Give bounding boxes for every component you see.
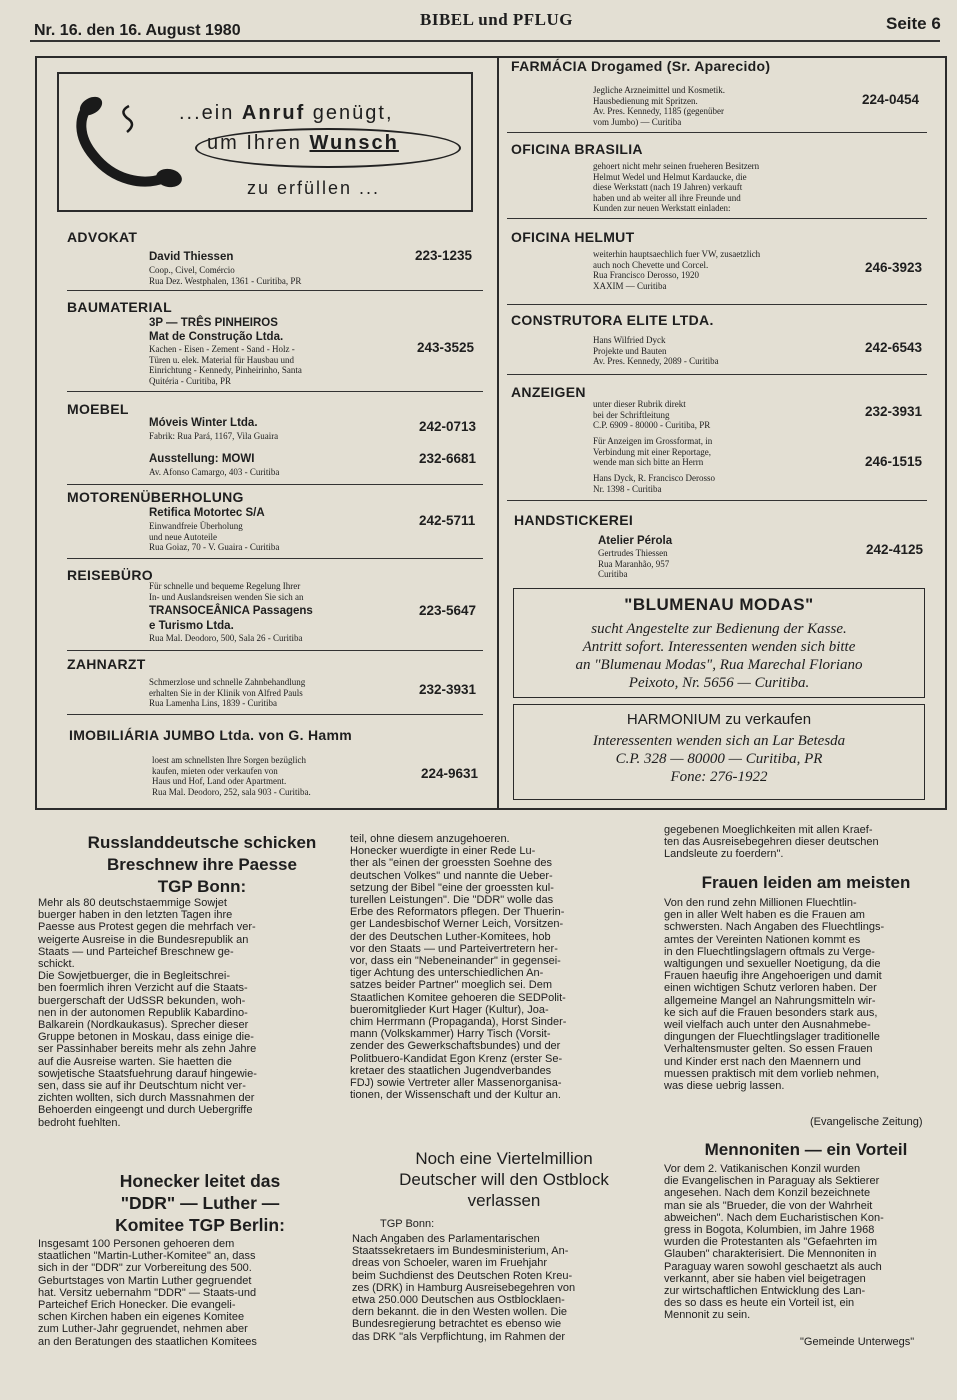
entry-name: Atelier Pérola <box>598 535 673 547</box>
section-divider <box>507 374 927 375</box>
article-source: "Gemeinde Unterwegs" <box>800 1336 915 1348</box>
ad-line: an "Blumenau Modas", Rua Marechal Floriano <box>575 657 863 673</box>
category-farmacia: FARMÁCIA Drogamed (Sr. Aparecido) <box>511 58 771 74</box>
call-box-line-3: zu erfüllen ... <box>247 178 381 198</box>
ad-title: "BLUMENAU MODAS" <box>624 595 814 614</box>
newspaper-title: BIBEL und PFLUG <box>420 10 574 29</box>
article-title-frauen: Frauen leiden am meisten <box>701 873 911 892</box>
section-divider <box>67 484 483 485</box>
call-box <box>57 72 473 212</box>
article-title-viertelmillion: Noch eine Viertelmillion Deutscher will den Ostblock verlassen <box>399 1149 609 1210</box>
entry-text: Hans Dyck, R. Francisco Derosso Nr. 1398 - Curitiba <box>593 473 715 494</box>
category-motoren: MOTORENÜBERHOLUNG <box>67 489 244 505</box>
phone-number: 224-0454 <box>862 92 920 107</box>
article-source: (Evangelische Zeitung) <box>810 1116 923 1128</box>
phone-number: 223-5647 <box>419 603 477 618</box>
ad-line: Peixoto, Nr. 5656 — Curitiba. <box>628 675 810 691</box>
phone-number: 243-3525 <box>417 340 475 355</box>
entry-text: Für Anzeigen im Grossformat, in Verbindung mit einer Reportage, wende man sich bitte an Herrn <box>593 436 713 468</box>
category-handstickerei: HANDSTICKEREI <box>514 512 634 528</box>
entry-text: Einwandfreie Überholung und neue Autoteile Rua Goiaz, 70 - V. Guaira - Curitiba <box>149 521 280 553</box>
entry-text: Hans Wilfried Dyck Projekte und Bauten Av. Pres. Kennedy, 2089 - Curitiba <box>593 335 719 367</box>
article-body-cont: gegebenen Moeglichkeiten mit allen Kraef- ten das Ausreisebegehren dieser deutschen Landsleute zu foerdern". <box>664 824 879 861</box>
ad-line: C.P. 328 — 80000 — Curitiba, PR <box>615 751 823 767</box>
phone-number: 224-9631 <box>421 766 479 781</box>
entry-name: Ausstellung: MOWI <box>149 453 255 465</box>
phone-number: 246-1515 <box>865 454 923 469</box>
entry-text: Kachen - Eisen - Zement - Sand - Holz - Türen u. elek. Material für Hausbau und Einrichtung - Kennedy, Pinheirinho, Santa Quitéria - Curitiba, PR <box>149 344 302 386</box>
entry-name: e Turismo Ltda. <box>149 620 234 632</box>
entry-name: 3P — TRÊS PINHEIROS <box>149 317 278 329</box>
issue-date: Nr. 16. den 16. August 1980 <box>34 22 241 39</box>
phone-number: 242-6543 <box>865 340 923 355</box>
section-divider <box>67 650 483 651</box>
section-divider <box>507 500 927 501</box>
article-body-honecker-cont: teil, ohne diesem anzugehoeren. Honecker wuerdigte in einer Rede Lu- ther als "einen der groessten Soehne des deutschen Volkes" und nannte die Ueber- setzung der Bibel "eine der groessten kul- turellen Leistungen". Die "DDR" wolle das Erbe des Reformators pflegen. Der Thuerin- ger Landesbischof Werner Leich, Vorsitzen- der des Deutschen Luther-Komitees, hob vor den Staats — und Parteivertretern her- vor, dass ein "Nebeneinander" in gegensei- tiger Achtung des unterschiedlichen An- satzes beider Partner" moeglich sei. Dem Staatlichen Komitee gehoeren die SEDPolit- bueromitglieder Kurt Hager (Kultur), Joa- chim Herrmann (Propaganda), Horst Sinder- mann (Volkskammer) Harry Tisch (Vorsit- zender des Gewerkschaftsbundes) und der Politbuero-Kandidat Egon Krenz (erster Se- kretaer des staatlichen Jugendverbandes FDJ) sowie Vertreter aller Massenorganisa- tionen, der Wissenschaft und der Kultur an. <box>350 833 567 1102</box>
category-zahnarzt: ZAHNARZT <box>67 656 146 672</box>
category-imobiliaria: IMOBILIÁRIA JUMBO Ltda. von G. Hamm <box>69 727 352 743</box>
ad-line: Antritt sofort. Interessenten wenden sich bitte <box>582 639 856 655</box>
column-divider <box>497 58 499 808</box>
entry-text: Av. Afonso Camargo, 403 - Curitiba <box>149 467 280 477</box>
section-divider <box>67 290 483 291</box>
ad-line: Fone: 276-1922 <box>670 769 768 785</box>
page-number: Seite 6 <box>886 14 941 33</box>
phone-number: 232-3931 <box>865 404 923 419</box>
category-oficina-brasilia: OFICINA BRASILIA <box>511 141 643 157</box>
section-divider <box>507 304 927 305</box>
ad-title: HARMONIUM zu verkaufen <box>626 711 812 728</box>
phone-number: 242-5711 <box>419 513 476 528</box>
call-box-line-2: um Ihren Wunsch <box>207 132 399 154</box>
entry-text: unter dieser Rubrik direkt bei der Schriftleitung C.P. 6909 - 80000 - Curitiba, PR <box>593 399 711 431</box>
section-divider <box>67 558 483 559</box>
entry-text: Rua Mal. Deodoro, 500, Sala 26 - Curitiba <box>149 633 303 643</box>
entry-text: loest am schnellsten Ihre Sorgen bezüglich kaufen, mieten oder verkaufen von Haus und Hof, Land oder Apartment. Rua Mal. Deodoro, 252, sala 903 - Curitiba. <box>152 755 311 797</box>
entry-text: Gertrudes Thiessen Rua Maranhão, 957 Curitiba <box>598 548 670 580</box>
section-divider <box>67 391 483 392</box>
harmonium-ad <box>513 704 925 800</box>
ad-line: sucht Angestelte zur Bedienung der Kasse. <box>591 621 847 637</box>
article-body-honecker: Insgesamt 100 Personen gehoeren dem staatlichen "Martin-Luther-Komitee" an, dass sich in der "DDR" zur Vorbereitung des 500. Geburtstages von Martin Luther gegruendet hat. Versitz uebernahm "DDR" — Staats-und Parteichef Erich Honecker. Die evangeli- schen Kirchen haben ein eigenes Komitee zum Luther-Jahr gegruendet, nehmen aber an den Beratungen des staatlichen Komitees <box>38 1238 257 1348</box>
section-divider <box>67 714 483 715</box>
category-oficina-helmut: OFICINA HELMUT <box>511 229 635 245</box>
section-divider <box>507 218 927 219</box>
phone-number: 232-3931 <box>419 682 477 697</box>
entry-text: weiterhin hauptsaechlich fuer VW, zusaetzlich auch noch Chevette und Corcel. Rua Francisco Derosso, 1920 XAXIM — Curitiba <box>593 249 761 291</box>
entry-text: Für schnelle und bequeme Regelung Ihrer In- und Auslandsreisen wenden Sie sich an <box>149 581 304 602</box>
category-construtora: CONSTRUTORA ELITE LTDA. <box>511 312 714 328</box>
entry-name: Mat de Construção Ltda. <box>149 331 284 343</box>
entry-text: Jegliche Arzneimittel und Kosmetik. Hausbedienung mit Spritzen. Av. Pres. Kennedy, 1185 (gegenüber vom Jumbo) — Curitiba <box>593 85 725 127</box>
entry-name: Retifica Motortec S/A <box>149 507 265 519</box>
entry-text: Schmerzlose und schnelle Zahnbehandlung erhalten Sie in der Klinik von Alfred Pauls Rua Lamenha Lins, 1839 - Curitiba <box>149 677 306 709</box>
business-directory <box>35 56 947 810</box>
category-moebel: MOEBEL <box>67 401 129 417</box>
article-body-frauen: Von den rund zehn Millionen Fluechtlin- gen in aller Welt haben es die Frauen am schwersten. Nach Angaben des Fluechtlings- amtes der Vereinten Nationen kommt es in den Fluechtlingslagern oftmals zu Verge- waltigungen und sexueller Noetigung, da die Frauen haeufig ihre Angehoerigen und damit einen wichtigen Schutz verloren haben. Der allgemeine Mangel an Nahrungsmitteln wir- ke sich auf die Frauen besonders stark aus, weil vielfach auch unter den Ausnahmebe- dingungen der Fluechtlingslager traditionelle Verhaltensmuster gelten. So essen Frauen und Kinder erst nach den Maennern und muessen praktisch mit dem vorlieb nehmen, was diese uebrig lassen. <box>664 897 885 1093</box>
article-title-honecker: Honecker leitet das "DDR" — Luther — Komitee TGP Berlin: <box>115 1171 285 1235</box>
phone-number: 242-0713 <box>419 419 477 434</box>
phone-number: 246-3923 <box>865 260 923 275</box>
category-anzeigen: ANZEIGEN <box>511 384 586 400</box>
category-reisebuero: REISEBÜRO <box>67 567 153 583</box>
blumenau-modas-ad <box>513 588 925 698</box>
entry-name: TRANSOCEÂNICA Passagens <box>149 605 313 617</box>
entry-name: David Thiessen <box>149 251 234 263</box>
phone-number: 242-4125 <box>866 542 924 557</box>
article-body-mennoniten: Vor dem 2. Vatikanischen Konzil wurden die Evangelischen in Paraguay als Sektierer angesehen. Nach dem Konzil bezeichnete man sie als "Brueder, die von der Wahrheit abweichen". Nach dem Eucharistischen Kon- gress in Bogota, Kolumbien, im Jahre 1968 wurden die Protestanten als "Gefaehrten im Glauben" charakterisiert. Die Mennoniten in Paraguay waren sowohl geschaetzt als auch verkannt, aber sie haben viel beigetragen zur wirtschaftlichen Entwicklung des Lan- des so dass es heute ein Vorteil ist, ein Mennonit zu sein. <box>664 1163 884 1322</box>
article-body-russland: Mehr als 80 deutschstaemmige Sowjet buerger haben in den letzten Tagen ihre Paesse aus Protest gegen die mehrfach ver- weigerte Ausreise in die Bundesrepublik an Staats — und Parteichef Breschnew ge- schickt. Die Sowjetbuerger, die in Begleitschrei- ben foermlich ihren Verzicht auf die Staats- buergerschaft der UdSSR bekunden, woh- nen in der autonomen Republik Kabardino- Balkarein (Nordkaukasus). Sprecher dieser Gruppe betonen in Moskau, dass einige die- ser Passinhaber bereits mehr als zehn Jahre auf die Ausreise warten. Sie haetten die sowjetische Staatsfuehrung darauf hingewie- sen, dass sie auf ihr Deutschtum nicht ver- zichten wollten, sich durch Massnahmen der Behoerden eingeengt und durch Uebergriffe bedroht fuehlten. <box>38 897 257 1129</box>
article-dateline: TGP Bonn: <box>380 1218 435 1230</box>
article-body-viertelmillion: Nach Angaben des Parlamentarischen Staatssekretaers im Bundesministerium, An- dreas von Schoeler, waren im Fruehjahr beim Suchdienst des Deutschen Roten Kreu- zes (DRK) in Hamburg Ausreisebegehren von etwa 250.000 Deutschen aus Ostblocklaen- dern bekannt. die in den Westen wollen. Die Bundesregierung betrachtet es ebenso wie das DRK "als Verpflichtung, im Rahmen der <box>352 1233 576 1343</box>
entry-text: Coop., Civel, Comércio Rua Dez. Westphalen, 1361 - Curitiba, PR <box>149 265 302 286</box>
call-box-line-1: ...ein Anruf genügt, <box>179 102 394 124</box>
category-advokat: ADVOKAT <box>67 229 138 245</box>
phone-number: 232-6681 <box>419 451 477 466</box>
category-baumaterial: BAUMATERIAL <box>67 299 172 315</box>
masthead-rule <box>30 40 940 42</box>
ad-line: Interessenten wenden sich an Lar Betesda <box>592 733 846 749</box>
article-title-mennoniten: Mennoniten — ein Vorteil <box>704 1140 908 1159</box>
section-divider <box>507 132 927 133</box>
entry-text: Fabrik: Rua Pará, 1167, Vila Guaira <box>149 431 279 441</box>
phone-number: 223-1235 <box>415 248 473 263</box>
entry-name: Móveis Winter Ltda. <box>149 417 258 429</box>
entry-text: gehoert nicht mehr seinen frueheren Besitzern Helmut Wedel und Helmut Kardaucke, die diese Werkstatt (nach 19 Jahren) verkauft haben und ab weiter all ihre Freunde und Kunden zur neuen Werkstatt einladen: <box>593 161 760 214</box>
article-title-russland: Russlanddeutsche schicken Breschnew ihre Paesse TGP Bonn: <box>87 833 317 896</box>
